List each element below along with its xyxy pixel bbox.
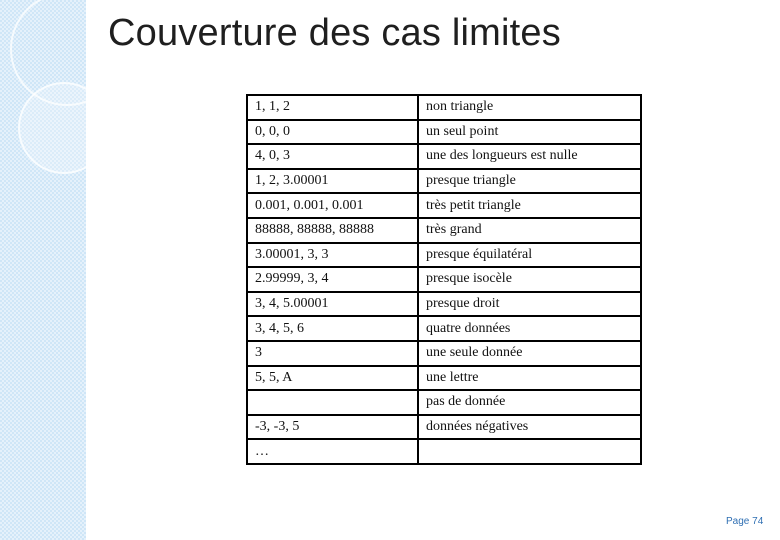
- input-values-cell: 0, 0, 0: [247, 120, 418, 145]
- slide-title: Couverture des cas limites: [108, 12, 561, 54]
- input-values-cell: 4, 0, 3: [247, 144, 418, 169]
- table-row: [247, 439, 641, 464]
- case-description-cell: quatre données: [418, 316, 641, 341]
- page-number: Page 74: [726, 516, 764, 527]
- table-row: [247, 415, 641, 440]
- input-values-cell: 3, 4, 5, 6: [247, 316, 418, 341]
- decorative-circle: [18, 82, 110, 174]
- case-description-cell: presque isocèle: [418, 267, 641, 292]
- case-description-cell: très petit triangle: [418, 193, 641, 218]
- table-row: [247, 169, 641, 194]
- input-values-cell: …: [247, 439, 418, 464]
- table-body: [247, 95, 641, 464]
- case-description-cell: données négatives: [418, 415, 641, 440]
- input-values-cell: 3.00001, 3, 3: [247, 243, 418, 268]
- input-values-cell: 3, 4, 5.00001: [247, 292, 418, 317]
- input-values-cell: 2.99999, 3, 4: [247, 267, 418, 292]
- input-values-cell: [247, 390, 418, 415]
- table-row: [247, 193, 641, 218]
- case-description-cell: une lettre: [418, 366, 641, 391]
- case-description-cell: non triangle: [418, 95, 641, 120]
- case-description-cell: [418, 439, 641, 464]
- case-description-cell: une seule donnée: [418, 341, 641, 366]
- input-values-cell: -3, -3, 5: [247, 415, 418, 440]
- table-row: [247, 144, 641, 169]
- case-description-cell: un seul point: [418, 120, 641, 145]
- case-description-cell: pas de donnée: [418, 390, 641, 415]
- table-row: [247, 390, 641, 415]
- input-values-cell: 5, 5, A: [247, 366, 418, 391]
- table-row: [247, 95, 641, 120]
- table-row: [247, 243, 641, 268]
- case-description-cell: presque triangle: [418, 169, 641, 194]
- case-description-cell: une des longueurs est nulle: [418, 144, 641, 169]
- input-values-cell: 1, 1, 2: [247, 95, 418, 120]
- table-row: [247, 341, 641, 366]
- case-description-cell: presque droit: [418, 292, 641, 317]
- table-row: [247, 316, 641, 341]
- decorative-left-band: [0, 0, 86, 540]
- table-row: [247, 366, 641, 391]
- input-values-cell: 1, 2, 3.00001: [247, 169, 418, 194]
- table-row: [247, 292, 641, 317]
- table-row: [247, 218, 641, 243]
- edge-cases-table: [246, 94, 642, 465]
- input-values-cell: 3: [247, 341, 418, 366]
- input-values-cell: 0.001, 0.001, 0.001: [247, 193, 418, 218]
- case-description-cell: très grand: [418, 218, 641, 243]
- table-row: [247, 120, 641, 145]
- input-values-cell: 88888, 88888, 88888: [247, 218, 418, 243]
- table-row: [247, 267, 641, 292]
- case-description-cell: presque équilatéral: [418, 243, 641, 268]
